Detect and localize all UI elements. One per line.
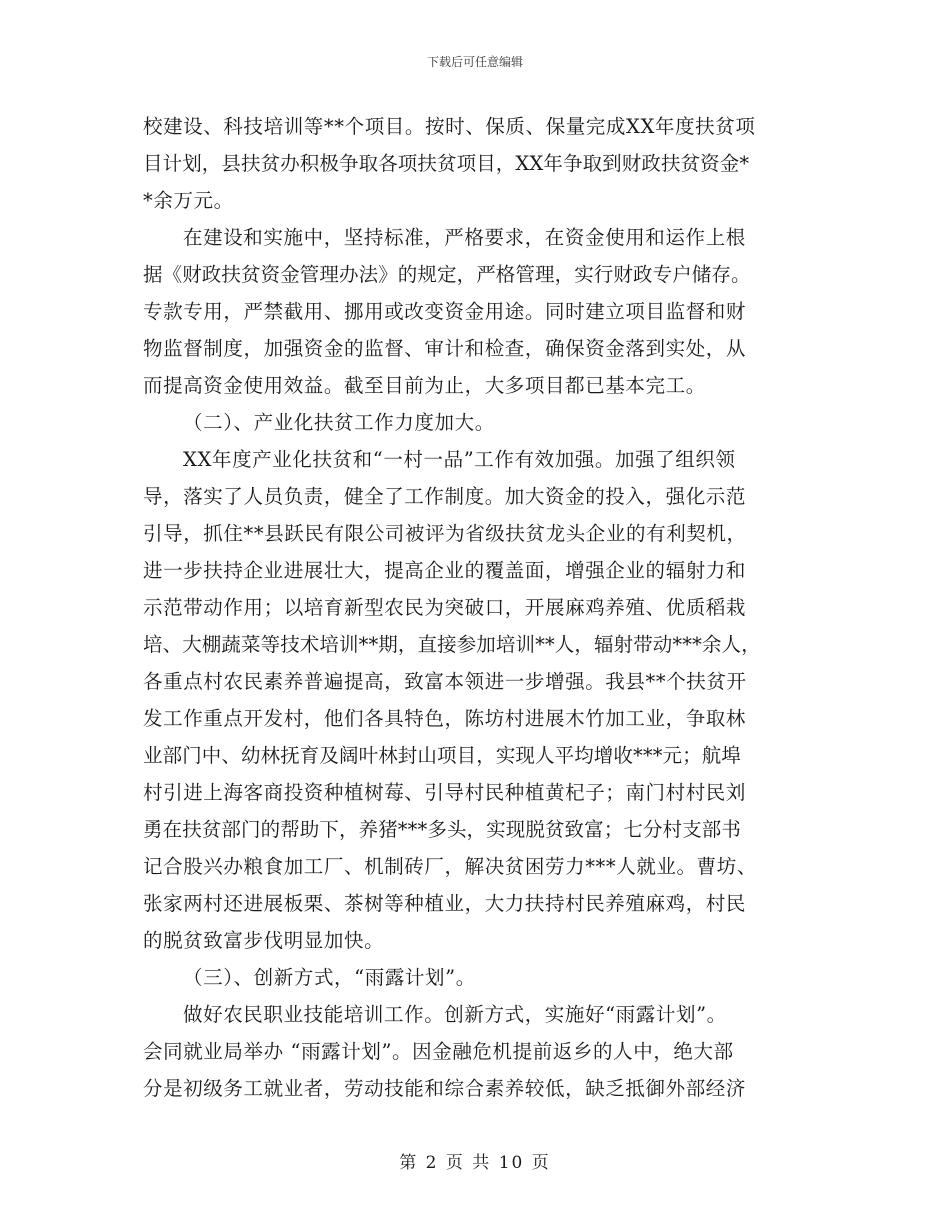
paragraph-line: 示范带动作用；以培育新型农民为突破口，开展麻鸡养殖、优质稻栽 [143, 596, 747, 619]
paragraph-line: 在建设和实施中，坚持标准，严格要求，在资金使用和运作上根 [183, 226, 746, 249]
paragraph-line: 勇在扶贫部门的帮助下，养猪***多头，实现脱贫致富；七分村支部书 [143, 818, 741, 841]
paragraph-line: 引导，抓住**县跃民有限公司被评为省级扶贫龙头企业的有利契机， [143, 522, 747, 545]
paragraph-line: 记合股兴办粮食加工厂、机制砖厂，解决贫困劳力***人就业。曹坊、 [143, 855, 757, 878]
section-heading: （二）、产业化扶贫工作力度加大。 [183, 411, 495, 434]
paragraph-line: 校建设、科技培训等**个项目。按时、保质、保量完成XX年度扶贫项 [143, 115, 756, 138]
paragraph-line: *余万元。 [143, 189, 234, 212]
paragraph-line: 发工作重点开发村，他们各具特色，陈坊村进展木竹加工业，争取林 [143, 707, 747, 730]
paragraph-line: 各重点村农民素养普遍提高，致富本领进一步增强。我县**个扶贫开 [143, 670, 747, 693]
paragraph-line: 进一步扶持企业进展壮大，提高企业的覆盖面，增强企业的辐射力和 [143, 559, 747, 582]
paragraph-line: 导，落实了人员负责，健全了工作制度。加大资金的投入，强化示范 [143, 485, 747, 508]
paragraph-line: 目计划，县扶贫办积极争取各项扶贫项目，XX年争取到财政扶贫资金* [143, 152, 750, 175]
section-heading: （三）、创新方式，“雨露计划”。 [183, 966, 476, 989]
paragraph-line: 而提高资金使用效益。截至目前为止，大多项目都已基本完工。 [143, 374, 706, 397]
paragraph-line: 业部门中、幼林抚育及阔叶林封山项目，实现人平均增收***元；航埠 [143, 744, 741, 767]
paragraph-line: XX年度产业化扶贫和“一村一品”工作有效加强。加强了组织领 [183, 448, 736, 471]
page-number: 第 2 页 共 10 页 [399, 1153, 551, 1173]
paragraph-line: 物监督制度，加强资金的监督、审计和检查，确保资金落到实处，从 [143, 337, 747, 360]
paragraph-line: 分是初级务工就业者，劳动技能和综合素养较低，缺乏抵御外部经济 [143, 1077, 747, 1100]
paragraph-line: 做好农民职业技能培训工作。创新方式，实施好“雨露计划”。 [183, 1003, 727, 1026]
paragraph-line: 专款专用，严禁截用、挪用或改变资金用途。同时建立项目监督和财 [143, 300, 747, 323]
paragraph-line: 张家两村还进展板栗、茶树等种植业，大力扶持村民养殖麻鸡，村民 [143, 892, 747, 915]
header-note: 下载后可任意编辑 [426, 55, 523, 69]
document-body [143, 108, 823, 1107]
paragraph-line: 会同就业局举办 “雨露计划”。因金融危机提前返乡的人中，绝大部 [143, 1040, 734, 1063]
paragraph-line: 的脱贫致富步伐明显加快。 [143, 929, 385, 952]
paragraph-line: 村引进上海客商投资种植树莓、引导村民种植黄杞子；南门村村民刘 [143, 781, 747, 804]
paragraph-line: 培、大棚蔬菜等技术培训**期，直接参加培训**人，辐射带动***余人， [143, 633, 761, 656]
paragraph-line: 据《财政扶贫资金管理办法》的规定，严格管理，实行财政专户储存。 [143, 263, 751, 286]
